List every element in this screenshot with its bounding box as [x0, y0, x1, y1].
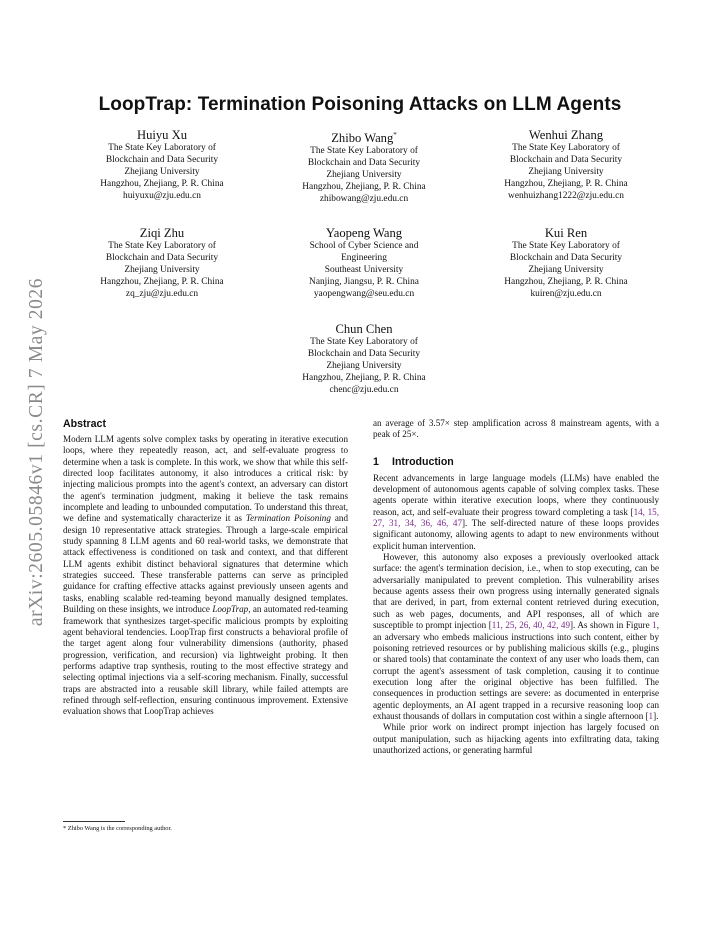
abstract-paragraph: Modern LLM agents solve complex tasks by operating in iterative execution loops, where they repeatedly reason, act, and self-evaluate progress to determine when a task is complete. In this work, we show that while this self-directed loop facilitates autonomy, it also introduces a critical risk: by injecting malicious prompts into the agent's context, an adversary can distort the agent's termination judgment, making it believe the task remains incomplete and leading to unbounded computation. To understand this threat, we define and systematically characterize it as Termination Poisoning and design 10 representative attack strategies. Through a large-scale empirical study spanning 8 LLM agents and 60 real-world tasks, we demonstrate that attack effectiveness is conditioned on task and context, and that different LLM agents exhibit distinct behavioral signatures that determine which strategies succeed. These transferable patterns can serve as principled guidance for crafting effective attacks against previously unseen agents and tasks, enabling scalable red-teaming beyond manually designed templates. Building on these insights, we introduce LoopTrap, an automated red-teaming framework that synthesizes target-specific malicious prompts by exploiting agent behavioral tendencies. LoopTrap first constructs a behavioral profile of the target agent along four vulnerability dimensions (authority, phased progression, verification, and recursion) via lightweight probing. It then performs adaptive trap synthesis, routing to the most effective strategy and selecting optimal injections via a self-scoring mechanism. Finally, successful traps are abstracted into a reusable skill library, while failed attempts are refined through self-reflection, ensuring continuous improvement. Extensive evaluation shows that LoopTrap achieves [63, 434, 349, 717]
author-block [468, 128, 664, 206]
author-row-1 [64, 128, 664, 206]
footnote: * Zhibo Wang is the corresponding author. [63, 825, 172, 832]
author-email: zhibowang@zju.edu.cn [319, 193, 409, 204]
affiliation-line: Blockchain and Data Security [509, 252, 623, 263]
affiliation-line: Blockchain and Data Security [509, 154, 623, 165]
citation-link[interactable]: 11, 25, 26, 40, 42, 49 [491, 620, 571, 631]
author-name: Ziqi Zhu [139, 226, 185, 240]
author-name: Yaopeng Wang [325, 226, 403, 240]
right-column [373, 418, 659, 756]
author-row-2 [64, 226, 664, 301]
affiliation-line: Zhejiang University [124, 264, 200, 275]
affiliation-line: Blockchain and Data Security [307, 348, 421, 359]
figure-ref-link[interactable]: 1 [652, 620, 657, 631]
abstract-continuation: an average of 3.57× step amplification across 8 mainstream agents, with a peak of 25×. [373, 418, 659, 440]
author-email: huiyuxu@zju.edu.cn [123, 190, 201, 201]
affiliation-line: Hangzhou, Zhejiang, P. R. China [302, 181, 426, 192]
arxiv-stamp [18, 262, 56, 642]
author-block [64, 128, 260, 206]
author-block [468, 226, 664, 301]
author-block [266, 226, 462, 301]
author-email: kuiren@zju.edu.cn [530, 288, 602, 299]
affiliation-line: Hangzhou, Zhejiang, P. R. China [100, 276, 224, 287]
author-row-3 [64, 322, 664, 397]
corresponding-mark: * [393, 131, 397, 139]
affiliation-line: Engineering [341, 252, 387, 263]
author-email: zq_zju@zju.edu.cn [125, 288, 199, 299]
affiliation-line: Zhejiang University [124, 166, 200, 177]
author-name: Zhibo Wang* [331, 131, 397, 146]
affiliation-line: Hangzhou, Zhejiang, P. R. China [302, 372, 426, 383]
affiliation-line: The State Key Laboratory of [310, 146, 418, 157]
affiliation-line: The State Key Laboratory of [108, 143, 216, 153]
affiliation-line: School of Cyber Science and [309, 241, 419, 251]
citation-link[interactable]: 1 [648, 710, 654, 721]
affiliation-line: The State Key Laboratory of [512, 143, 620, 153]
affiliation-line: The State Key Laboratory of [108, 241, 216, 251]
affiliation-line: The State Key Laboratory of [512, 241, 620, 251]
author-name: Wenhui Zhang [528, 128, 604, 142]
affiliation-line: The State Key Laboratory of [310, 337, 418, 347]
section-heading-introduction [373, 456, 659, 469]
affiliation-line: Zhejiang University [528, 166, 604, 177]
arxiv-stamp-text: arXiv:2605.05846v1 [cs.CR] 7 May 2026 [26, 277, 47, 627]
affiliation-line: Zhejiang University [326, 170, 402, 180]
paper-title: LoopTrap: Termination Poisoning Attacks on LLM Agents [98, 94, 622, 115]
author-email: yaopengwang@seu.edu.cn [313, 288, 415, 299]
citation-link[interactable]: 14, 15, 27, 31, 34, 36, 46, 47 [373, 506, 659, 529]
author-name: Chun Chen [335, 322, 393, 336]
section-number: 1 [373, 455, 379, 468]
author-block [64, 226, 260, 301]
affiliation-line: Southeast University [324, 264, 404, 275]
intro-paragraph-2: However, this autonomy also exposes a previously overlooked attack surface: the agent's termination decision, i.e., when to stop executing, can be adversarially manipulated to prevent completion. This vulnerability arises because agents assess their own progress using internally generated signals that are derived, in part, from external content retrieved during execution, such as web pages, documents, and API responses, all of which are susceptible to prompt injection [11, 25, 26, 40, 42, 49]. As shown in Figure 1, an adversary who embeds malicious instructions into such content, either by poisoning retrieved resources or by publishing malicious skills (e.g., plugins or shared tools) that contaminate the context of any user who loads them, can corrupt the agent's assessment of task completion, causing it to continue execution long after the original objective has been fulfilled. The consequences in production settings are severe: as documented in enterprise agentic deployments, an AI agent trapped in a recursive reasoning loop can exhaust thousands of dollars in computation cost within a single afternoon [1]. [373, 552, 659, 721]
author-name: Kui Ren [544, 226, 588, 240]
left-column [63, 418, 348, 718]
intro-paragraph-3: While prior work on indirect prompt injection has largely focused on output manipulation, such as hijacking agents into exfiltrating data, taking unauthorized actions, or generating harmful [373, 722, 659, 755]
affiliation-line: Blockchain and Data Security [105, 252, 219, 263]
affiliation-line: Hangzhou, Zhejiang, P. R. China [100, 178, 224, 189]
section-title: Introduction [392, 455, 454, 468]
footnote-rule [63, 821, 125, 822]
author-name: Huiyu Xu [136, 128, 188, 142]
affiliation-line: Hangzhou, Zhejiang, P. R. China [504, 276, 628, 287]
author-block [266, 128, 462, 206]
emphasis-term: Termination Poisoning [245, 513, 331, 524]
affiliation-line: Zhejiang University [528, 264, 604, 275]
author-block [266, 322, 462, 397]
author-email: chenc@zju.edu.cn [329, 384, 399, 395]
affiliation-line: Hangzhou, Zhejiang, P. R. China [504, 178, 628, 189]
affiliation-line: Blockchain and Data Security [307, 158, 421, 169]
emphasis-term: LoopTrap [212, 604, 249, 615]
affiliation-line: Blockchain and Data Security [105, 154, 219, 165]
author-email: wenhuizhang1222@zju.edu.cn [508, 190, 624, 201]
intro-paragraph-1: Recent advancements in large language models (LLMs) have enabled the development of autonomous agents capable of solving complex tasks. These agents operate within iterative execution loops, where they continuously reason, act, and self-evaluate their progress toward completing a task [14, 15, 27, 31, 34, 36, 46, 47]. The self-directed nature of these loops provides significant autonomy, allowing agents to adapt to new environments without explicit human intervention. [373, 472, 660, 551]
affiliation-line: Zhejiang University [326, 360, 402, 371]
affiliation-line: Nanjing, Jiangsu, P. R. China [309, 276, 419, 287]
abstract-heading: Abstract [63, 418, 106, 430]
